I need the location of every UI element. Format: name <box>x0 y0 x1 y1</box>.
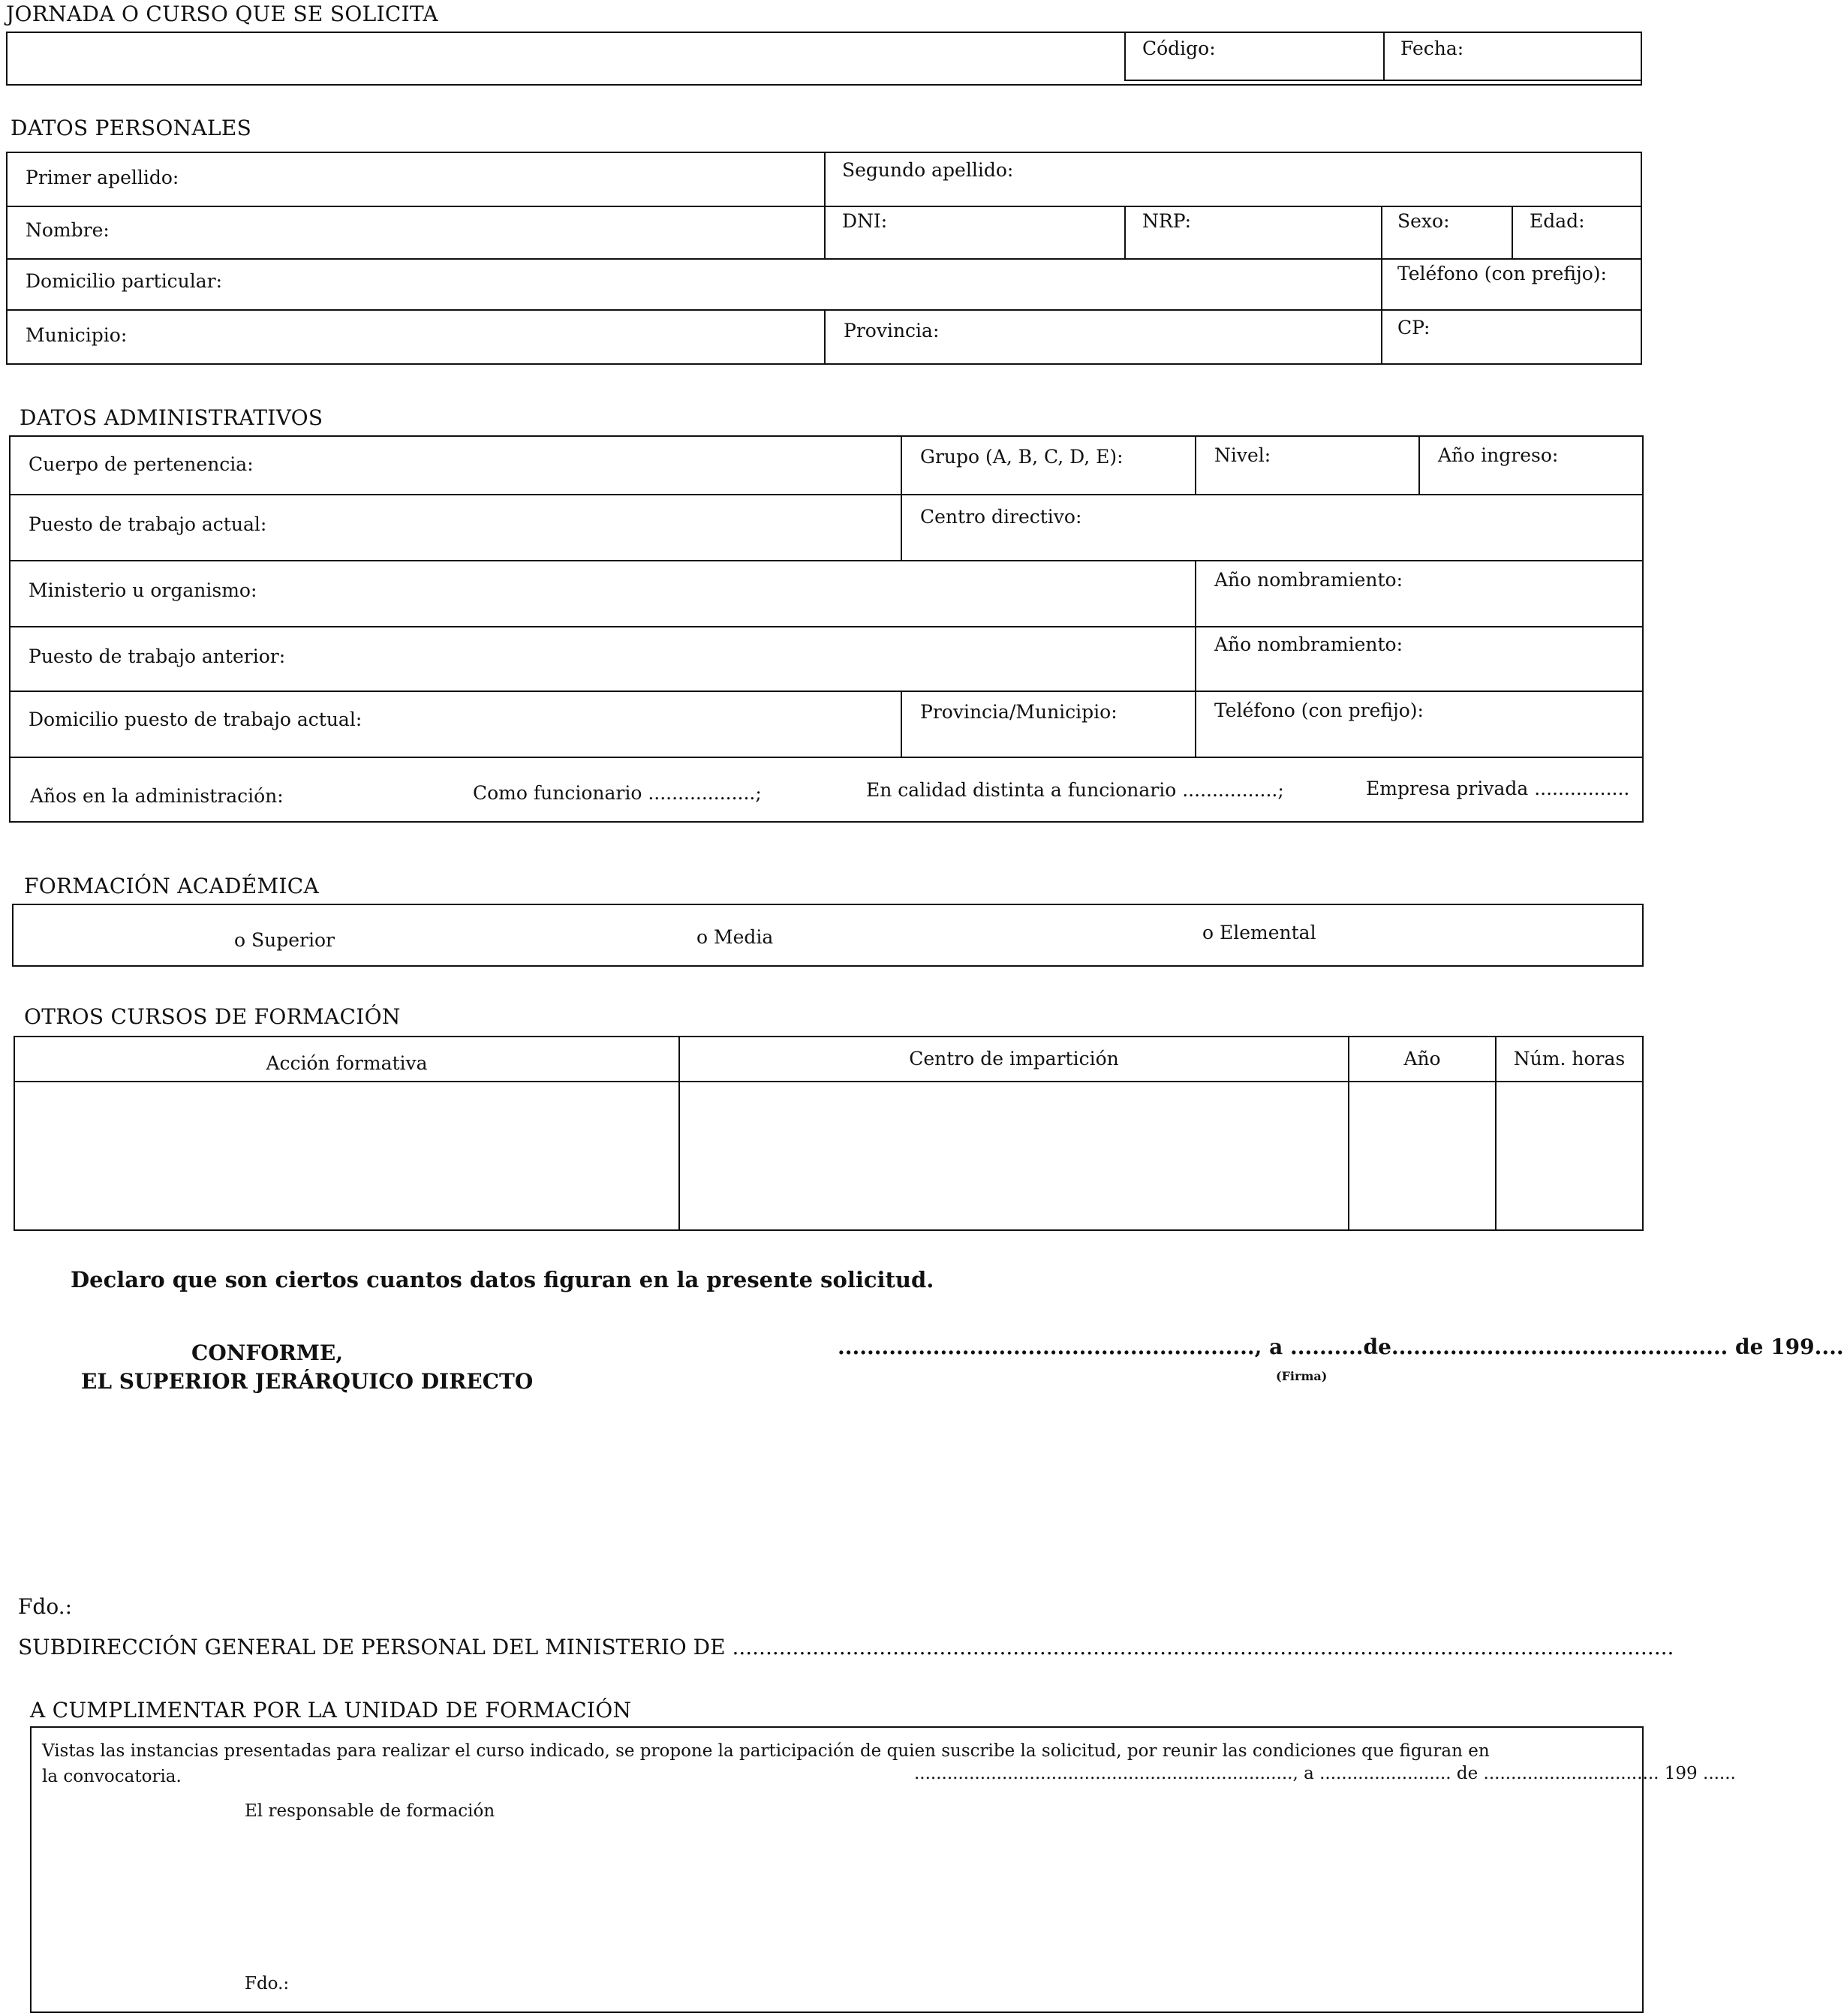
responsable-label: El responsable de formación <box>245 1801 495 1821</box>
unidad-lugar-fecha[interactable]: ....................................................................., a ........................ de ................................ 199 ...... <box>914 1764 1736 1783</box>
elemental-option[interactable]: o Elemental <box>1202 922 1316 943</box>
cuerpo-label: Cuerpo de pertenencia: <box>29 453 254 475</box>
domicilio-label: Domicilio particular: <box>26 270 223 292</box>
declaracion-text: Declaro que son ciertos cuantos datos figuran en la presente solicitud. <box>71 1267 934 1292</box>
lugar-fecha-line[interactable]: ........................................................., a ..........de.............................................. de 199.... <box>838 1334 1844 1359</box>
dni-label: DNI: <box>842 210 888 232</box>
provincia-municipio-label: Provincia/Municipio: <box>920 701 1118 723</box>
unidad-fdo-label: Fdo.: <box>245 1974 290 1993</box>
telefono-trabajo-label: Teléfono (con prefijo): <box>1214 700 1424 721</box>
col-accion-formativa: Acción formativa <box>266 1052 428 1074</box>
jornada-box <box>6 32 1642 86</box>
firma-label: (Firma) <box>1276 1369 1328 1383</box>
puesto-anterior-label: Puesto de trabajo anterior: <box>29 645 286 667</box>
personales-heading: DATOS PERSONALES <box>11 116 252 140</box>
telefono-label: Teléfono (con prefijo): <box>1397 263 1607 284</box>
domicilio-puesto-label: Domicilio puesto de trabajo actual: <box>29 709 362 730</box>
media-option[interactable]: o Media <box>696 926 774 948</box>
centro-directivo-label: Centro directivo: <box>920 506 1082 528</box>
col-num-horas: Núm. horas <box>1513 1048 1626 1070</box>
personales-box <box>6 152 1642 365</box>
codigo-label: Código: <box>1142 38 1216 59</box>
jornada-heading: JORNADA O CURSO QUE SE SOLICITA <box>6 2 438 26</box>
unidad-formacion-box <box>30 1726 1736 2013</box>
formacion-box <box>12 904 1644 967</box>
administrativos-box <box>9 435 1644 823</box>
anio-ingreso-label: Año ingreso: <box>1438 444 1559 466</box>
grupo-label: Grupo (A, B, C, D, E): <box>920 446 1124 468</box>
superior-jerarquico-label: EL SUPERIOR JERÁRQUICO DIRECTO <box>81 1369 534 1394</box>
unidad-texto-1: Vistas las instancias presentadas para realizar el curso indicado, se propone la participación de quien suscribe la solicitud, por reunir las condiciones que figuran en <box>42 1741 1490 1761</box>
anios-admin-label: Años en la administración: <box>30 785 284 807</box>
puesto-actual-label: Puesto de trabajo actual: <box>29 513 267 535</box>
unidad-formacion-heading: A CUMPLIMENTAR POR LA UNIDAD DE FORMACIÓN <box>30 1698 632 1723</box>
administrativos-heading: DATOS ADMINISTRATIVOS <box>20 405 323 430</box>
cp-label: CP: <box>1397 317 1430 339</box>
col-centro-imparticion: Centro de impartición <box>909 1048 1119 1070</box>
formacion-heading: FORMACIÓN ACADÉMICA <box>24 874 320 898</box>
subdireccion-line: SUBDIRECCIÓN GENERAL DE PERSONAL DEL MINISTERIO DE ............................................................................................................................................. <box>18 1635 1674 1659</box>
fdo-label: Fdo.: <box>18 1594 73 1619</box>
sexo-label: Sexo: <box>1397 210 1450 232</box>
primer-apellido-label: Primer apellido: <box>26 167 179 188</box>
como-funcionario-label: Como funcionario ..................; <box>473 782 762 804</box>
segundo-apellido-label: Segundo apellido: <box>842 159 1014 181</box>
col-anio: Año <box>1403 1048 1441 1070</box>
otros-cursos-heading: OTROS CURSOS DE FORMACIÓN <box>24 1004 401 1029</box>
municipio-label: Municipio: <box>26 324 128 346</box>
conforme-label: CONFORME, <box>191 1340 343 1365</box>
anio-nombramiento-1-label: Año nombramiento: <box>1214 569 1403 591</box>
edad-label: Edad: <box>1530 210 1585 232</box>
nrp-label: NRP: <box>1142 210 1192 232</box>
calidad-distinta-label: En calidad distinta a funcionario ................; <box>866 779 1284 801</box>
unidad-texto-2: la convocatoria. <box>42 1767 182 1786</box>
provincia-label: Provincia: <box>844 320 940 342</box>
empresa-privada-label: Empresa privada ................ <box>1366 778 1630 799</box>
anio-nombramiento-2-label: Año nombramiento: <box>1214 633 1403 655</box>
fecha-label: Fecha: <box>1400 38 1464 59</box>
ministerio-label: Ministerio u organismo: <box>29 579 257 601</box>
nivel-label: Nivel: <box>1214 444 1271 466</box>
jornada-field[interactable] <box>8 33 1123 84</box>
superior-option[interactable]: o Superior <box>234 929 335 951</box>
otros-cursos-table <box>14 1036 1644 1231</box>
nombre-label: Nombre: <box>26 219 110 241</box>
